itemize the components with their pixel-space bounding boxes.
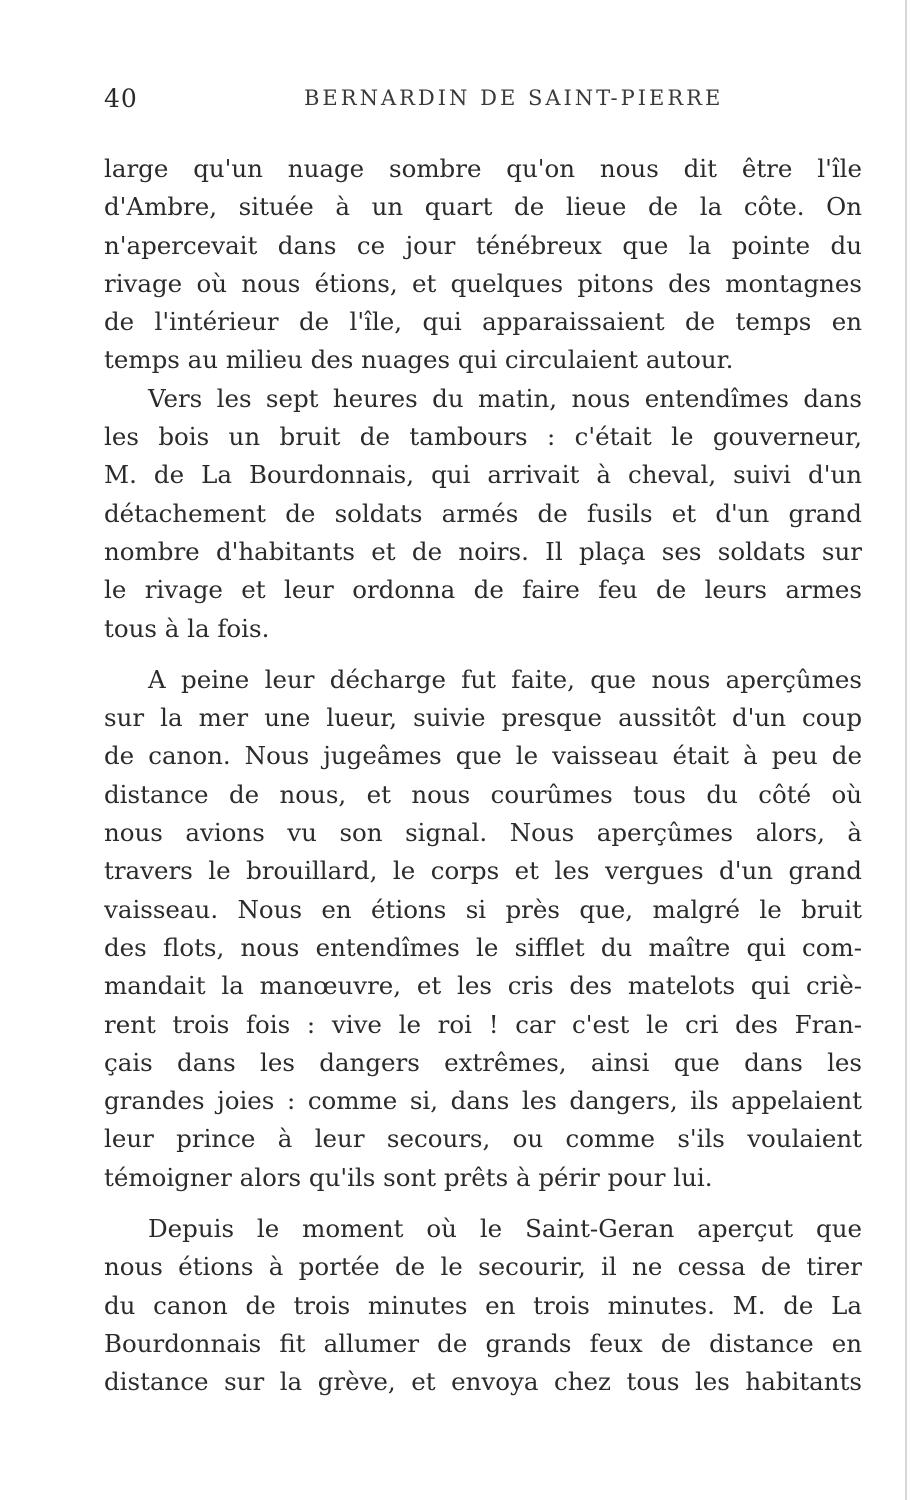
text-line: distance de nous, et nous courûmes tous du côté où: [104, 779, 862, 809]
text-line: rent trois fois : vive le roi ! car c'est le cri des Fran-: [104, 1009, 862, 1039]
text-line: vaisseau. Nous en étions si près que, malgré le bruit: [104, 894, 862, 924]
text-line: M. de La Bourdonnais, qui arrivait à cheval, suivi d'un: [104, 460, 862, 490]
text-line: d'Ambre, située à un quart de lieue de la côte. On: [104, 192, 862, 222]
page-number: 40: [104, 84, 138, 113]
text-line: témoigner alors qu'ils sont prêts à périr pour lui.: [104, 1162, 713, 1192]
page-edge-divider: [905, 0, 907, 1500]
text-line: çais dans les dangers extrêmes, ainsi que dans les: [104, 1047, 862, 1077]
text-line: travers le brouillard, le corps et les vergues d'un grand: [104, 856, 862, 886]
text-line: mandait la manœuvre, et les cris des matelots qui criè-: [104, 971, 862, 1001]
page-header: [104, 84, 862, 124]
text-line: A peine leur décharge fut faite, que nous aperçûmes: [148, 664, 862, 694]
text-line: large qu'un nuage sombre qu'on nous dit être l'île: [104, 154, 862, 183]
text-line: grandes joies : comme si, dans les dangers, ils appelaient: [104, 1086, 862, 1116]
text-line: n'apercevait dans ce jour ténébreux que la pointe du: [104, 230, 862, 260]
text-line: leur prince à leur secours, ou comme s'ils voulaient: [104, 1124, 862, 1154]
text-line: Bourdonnais fit allumer de grands feux de distance en: [104, 1328, 862, 1358]
text-line: Vers les sept heures du matin, nous entendîmes dans: [148, 383, 862, 413]
text-line: les bois un bruit de tambours : c'était le gouverneur,: [104, 422, 862, 452]
paragraph-gap: [104, 648, 862, 661]
text-line: sur la mer une lueur, suivie presque aussitôt d'un coup: [104, 703, 862, 733]
body-text: [104, 150, 862, 1402]
paragraph-gap: [104, 1197, 862, 1210]
text-line: temps au milieu des nuages qui circulaient autour.: [104, 345, 734, 375]
text-line: le rivage et leur ordonna de faire feu de leurs armes: [104, 575, 862, 605]
text-line: de canon. Nous jugeâmes que le vaisseau était à peu de: [104, 741, 862, 771]
text-line: tous à la fois.: [104, 613, 270, 643]
running-title: BERNARDIN DE SAINT-PIERRE: [304, 86, 724, 110]
text-line: Depuis le moment où le Saint-Geran aperçut que: [148, 1214, 862, 1244]
text-line: de l'intérieur de l'île, qui apparaissaient de temps en: [104, 307, 862, 337]
text-line: du canon de trois minutes en trois minutes. M. de La: [104, 1290, 862, 1320]
text-line: distance sur la grève, et envoya chez tous les habitants: [104, 1367, 862, 1397]
text-line: détachement de soldats armés de fusils et d'un grand: [104, 498, 862, 528]
text-line: nous avions vu son signal. Nous aperçûmes alors, à: [104, 818, 862, 848]
text-line: nous étions à portée de le secourir, il ne cessa de tirer: [104, 1252, 862, 1282]
text-line: des flots, nous entendîmes le sifflet du maître qui com-: [104, 932, 862, 962]
text-line: rivage où nous étions, et quelques pitons des montagnes: [104, 268, 862, 298]
text-line: nombre d'habitants et de noirs. Il plaça ses soldats sur: [104, 536, 862, 566]
